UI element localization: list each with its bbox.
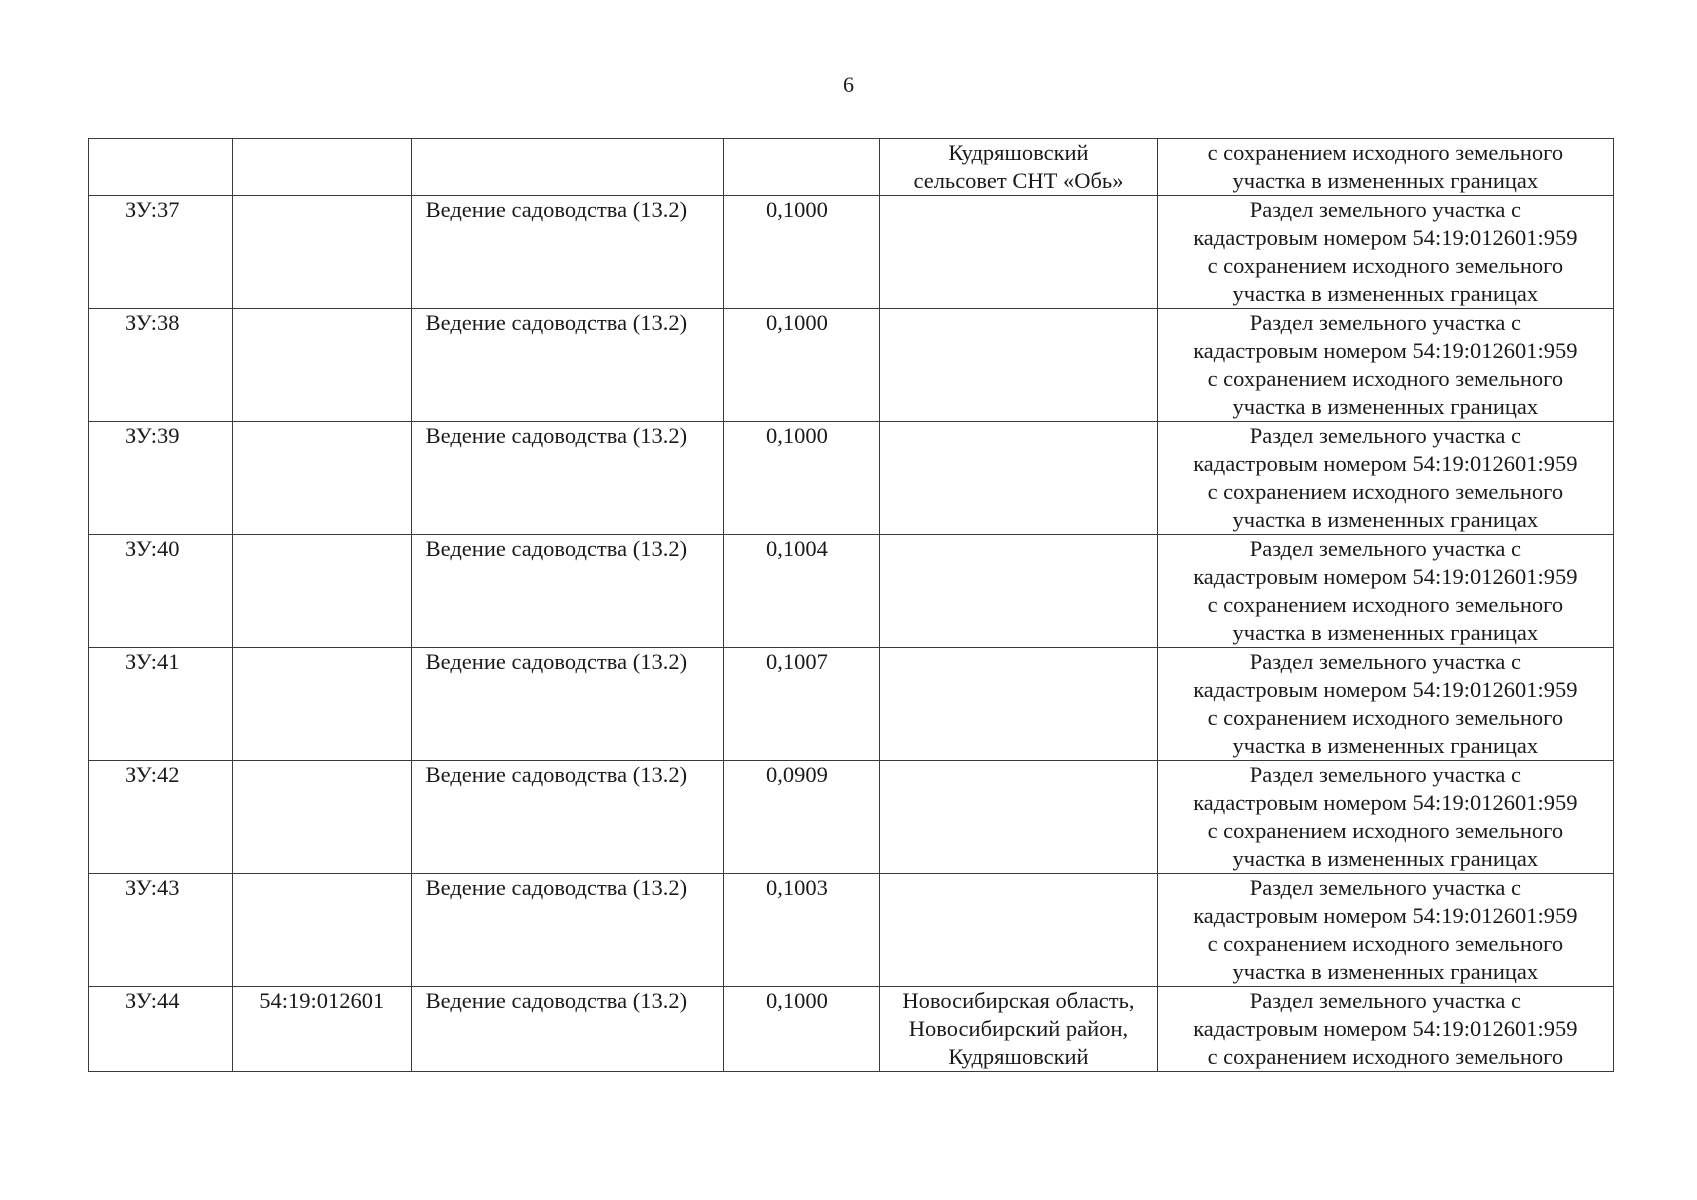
method-line: Раздел земельного участка с xyxy=(1249,649,1521,674)
method-cell xyxy=(1157,535,1613,648)
designation-cell xyxy=(89,535,233,648)
use-cell xyxy=(411,139,723,196)
table-row xyxy=(89,422,1614,535)
location-cell xyxy=(880,196,1157,309)
location-cell xyxy=(880,309,1157,422)
method-line: с сохранением исходного земельного xyxy=(1207,705,1564,730)
area-text: 0,1000 xyxy=(766,197,828,222)
method-line: кадастровым номером 54:19:012601:959 xyxy=(1193,225,1578,250)
designation-cell xyxy=(89,874,233,987)
method-line: кадастровым номером 54:19:012601:959 xyxy=(1193,338,1578,363)
quarter-cell xyxy=(232,139,411,196)
area-cell xyxy=(724,874,880,987)
method-line: с сохранением исходного земельного xyxy=(1207,592,1564,617)
method-cell xyxy=(1157,761,1613,874)
page-number: 6 xyxy=(843,72,854,97)
table-row xyxy=(89,309,1614,422)
quarter-cell xyxy=(232,535,411,648)
parcels-table xyxy=(88,138,1614,1072)
method-line: Раздел земельного участка с xyxy=(1249,988,1521,1013)
area-text: 0,1004 xyxy=(766,536,828,561)
use-text: Ведение садоводства (13.2) xyxy=(425,310,688,335)
quarter-cell xyxy=(232,309,411,422)
method-line: Раздел земельного участка с xyxy=(1249,536,1521,561)
location-line: сельсовет СНТ «Обь» xyxy=(913,168,1124,193)
designation-cell xyxy=(89,139,233,196)
use-cell xyxy=(411,422,723,535)
table-row xyxy=(89,987,1614,1072)
quarter-cell xyxy=(232,761,411,874)
designation-text: ЗУ:38 xyxy=(125,310,180,335)
table-row-continuation xyxy=(89,139,1614,196)
method-line: кадастровым номером 54:19:012601:959 xyxy=(1193,564,1578,589)
method-line: с сохранением исходного земельного xyxy=(1207,366,1564,391)
location-line: Новосибирский район, xyxy=(908,1016,1129,1041)
use-text: Ведение садоводства (13.2) xyxy=(425,423,688,448)
designation-cell xyxy=(89,761,233,874)
method-line: кадастровым номером 54:19:012601:959 xyxy=(1193,451,1578,476)
use-text: Ведение садоводства (13.2) xyxy=(425,536,688,561)
method-line: Раздел земельного участка с xyxy=(1249,423,1521,448)
table-row xyxy=(89,874,1614,987)
location-line: Кудряшовский xyxy=(948,1044,1089,1069)
method-line: с сохранением исходного земельного xyxy=(1207,1044,1564,1069)
method-cell xyxy=(1157,648,1613,761)
quarter-cell xyxy=(232,422,411,535)
method-line: участка в измененных границах xyxy=(1232,168,1539,193)
method-cell xyxy=(1157,987,1613,1072)
designation-text: ЗУ:43 xyxy=(125,875,180,900)
method-line: Раздел земельного участка с xyxy=(1249,762,1521,787)
location-line: Кудряшовский xyxy=(948,140,1089,165)
location-line: Новосибирская область, xyxy=(902,988,1135,1013)
location-cell xyxy=(880,761,1157,874)
quarter-cell xyxy=(232,196,411,309)
area-text: 0,1000 xyxy=(766,988,828,1013)
quarter-text: 54:19:012601 xyxy=(259,988,385,1013)
area-cell xyxy=(724,761,880,874)
method-line: участка в измененных границах xyxy=(1232,733,1539,758)
area-cell xyxy=(724,422,880,535)
method-line: участка в измененных границах xyxy=(1232,394,1539,419)
location-cell xyxy=(880,987,1157,1072)
parcels-table-body xyxy=(89,139,1614,1072)
designation-text: ЗУ:37 xyxy=(125,197,180,222)
table-row xyxy=(89,535,1614,648)
method-line: с сохранением исходного земельного xyxy=(1207,818,1564,843)
use-text: Ведение садоводства (13.2) xyxy=(425,649,688,674)
method-line: кадастровым номером 54:19:012601:959 xyxy=(1193,1016,1578,1041)
designation-cell xyxy=(89,422,233,535)
designation-cell xyxy=(89,648,233,761)
location-cell xyxy=(880,535,1157,648)
area-text: 0,1003 xyxy=(766,875,828,900)
method-line: участка в измененных границах xyxy=(1232,620,1539,645)
area-cell xyxy=(724,309,880,422)
method-line: с сохранением исходного земельного xyxy=(1207,931,1564,956)
location-cell xyxy=(880,139,1157,196)
area-cell xyxy=(724,535,880,648)
area-text: 0,1000 xyxy=(766,310,828,335)
designation-text: ЗУ:39 xyxy=(125,423,180,448)
area-cell xyxy=(724,987,880,1072)
method-cell xyxy=(1157,139,1613,196)
use-cell xyxy=(411,874,723,987)
use-cell xyxy=(411,648,723,761)
method-cell xyxy=(1157,309,1613,422)
designation-cell xyxy=(89,309,233,422)
method-line: участка в измененных границах xyxy=(1232,281,1539,306)
method-cell xyxy=(1157,874,1613,987)
quarter-cell xyxy=(232,987,411,1072)
location-cell xyxy=(880,874,1157,987)
method-line: Раздел земельного участка с xyxy=(1249,310,1521,335)
method-cell xyxy=(1157,196,1613,309)
method-line: участка в измененных границах xyxy=(1232,507,1539,532)
designation-text: ЗУ:40 xyxy=(125,536,180,561)
table-row xyxy=(89,196,1614,309)
method-line: участка в измененных границах xyxy=(1232,959,1539,984)
use-cell xyxy=(411,535,723,648)
area-text: 0,1007 xyxy=(766,649,828,674)
method-line: с сохранением исходного земельного xyxy=(1207,140,1564,165)
method-line: кадастровым номером 54:19:012601:959 xyxy=(1193,903,1578,928)
method-line: с сохранением исходного земельного xyxy=(1207,253,1564,278)
method-line: Раздел земельного участка с xyxy=(1249,197,1521,222)
designation-text: ЗУ:41 xyxy=(125,649,180,674)
use-cell xyxy=(411,196,723,309)
area-cell xyxy=(724,196,880,309)
quarter-cell xyxy=(232,874,411,987)
use-text: Ведение садоводства (13.2) xyxy=(425,762,688,787)
use-cell xyxy=(411,987,723,1072)
method-cell xyxy=(1157,422,1613,535)
method-line: кадастровым номером 54:19:012601:959 xyxy=(1193,677,1578,702)
designation-cell xyxy=(89,196,233,309)
method-line: кадастровым номером 54:19:012601:959 xyxy=(1193,790,1578,815)
use-cell xyxy=(411,309,723,422)
designation-text: ЗУ:44 xyxy=(125,988,180,1013)
area-cell xyxy=(724,648,880,761)
table-row xyxy=(89,761,1614,874)
table-row xyxy=(89,648,1614,761)
method-line: участка в измененных границах xyxy=(1232,846,1539,871)
location-cell xyxy=(880,422,1157,535)
use-text: Ведение садоводства (13.2) xyxy=(425,988,688,1013)
method-line: с сохранением исходного земельного xyxy=(1207,479,1564,504)
use-text: Ведение садоводства (13.2) xyxy=(425,875,688,900)
area-text: 0,0909 xyxy=(766,762,828,787)
area-text: 0,1000 xyxy=(766,423,828,448)
use-text: Ведение садоводства (13.2) xyxy=(425,197,688,222)
method-line: Раздел земельного участка с xyxy=(1249,875,1521,900)
quarter-cell xyxy=(232,648,411,761)
location-cell xyxy=(880,648,1157,761)
area-cell xyxy=(724,139,880,196)
designation-cell xyxy=(89,987,233,1072)
use-cell xyxy=(411,761,723,874)
designation-text: ЗУ:42 xyxy=(125,762,180,787)
